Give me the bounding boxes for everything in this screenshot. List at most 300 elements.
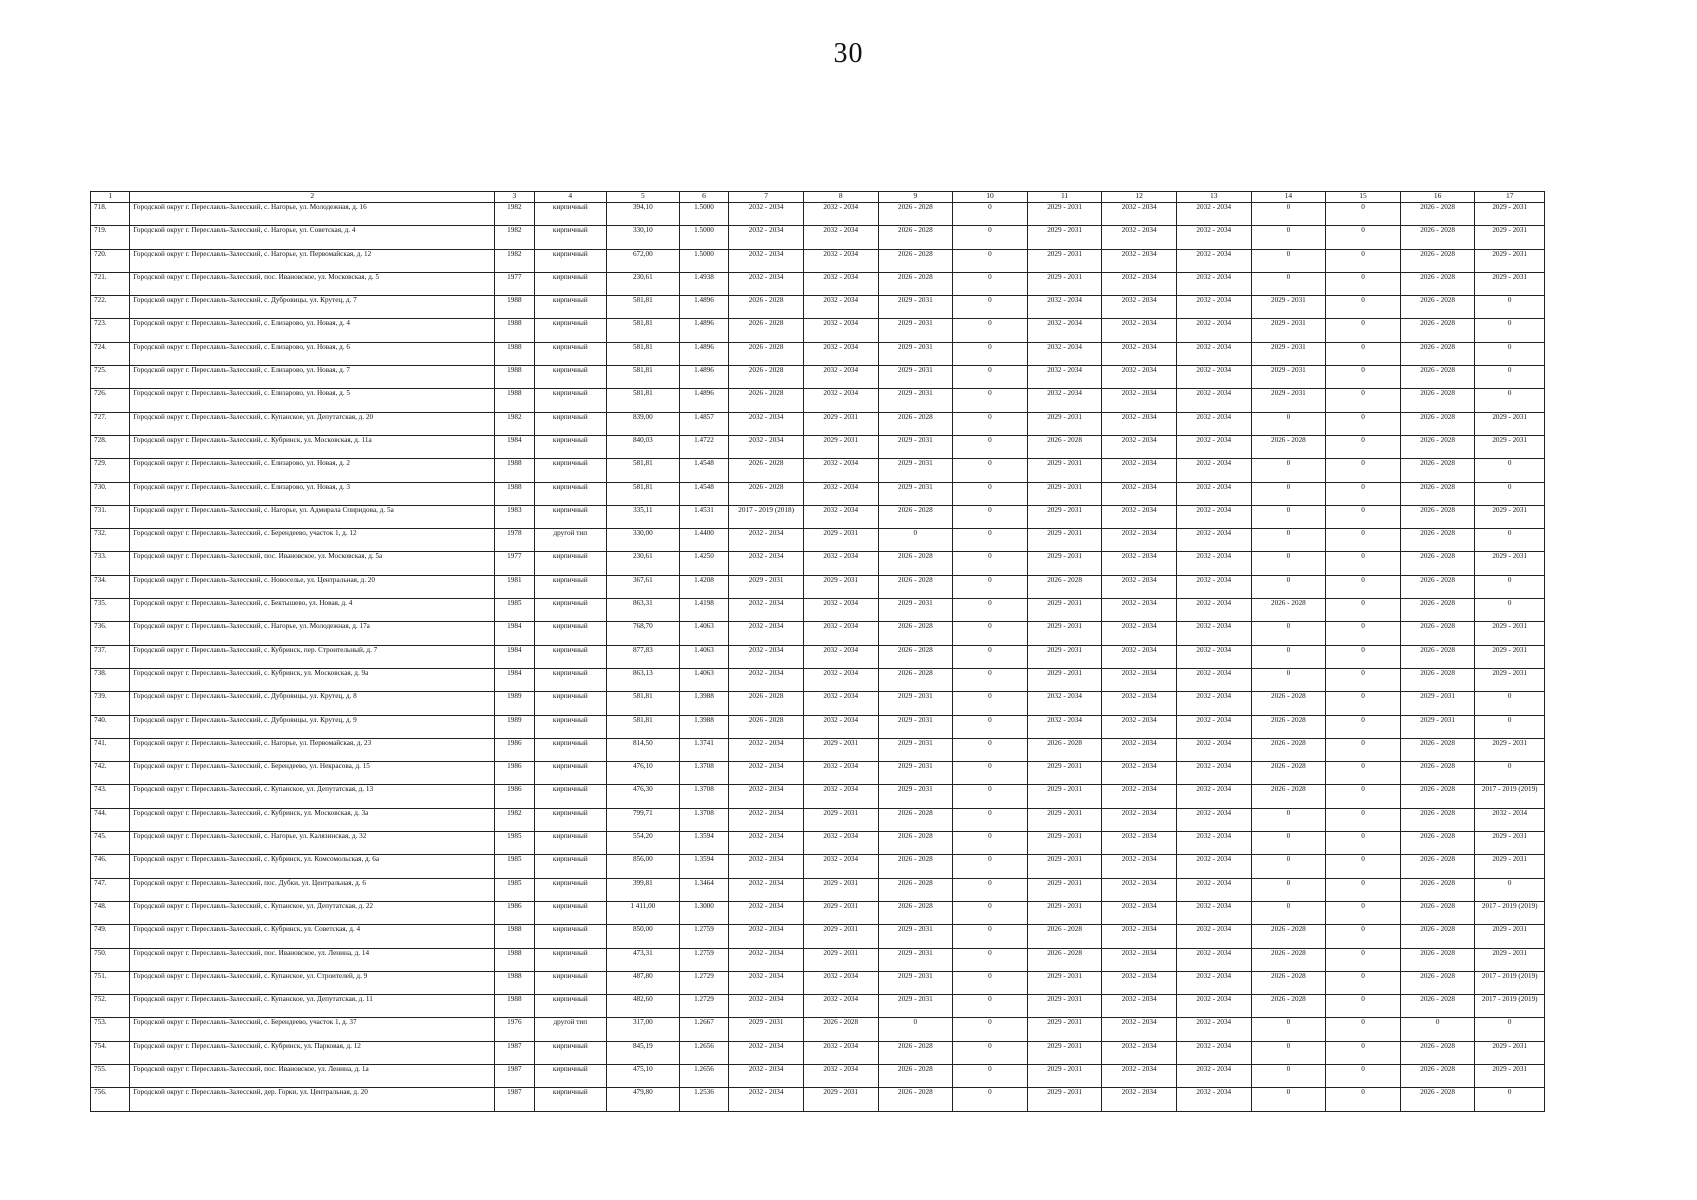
table-cell-col-6: 1.4896 [679,389,729,412]
table-cell-col-15: 0 [1326,622,1401,645]
table-cell-col-17: 0 [1475,296,1545,319]
table-cell-col-9: 2026 - 2028 [878,1041,953,1064]
table-cell-col-8: 2032 - 2034 [803,762,878,785]
table-cell-col-7: 2032 - 2034 [729,1088,804,1111]
table-cell-col-14: 0 [1251,249,1326,272]
table-cell-col-15: 0 [1326,342,1401,365]
table-cell-col-3: 1987 [495,1041,534,1064]
table-cell-col-16: 0 [1400,1018,1475,1041]
table-cell-col-10: 0 [953,203,1028,226]
table-cell-col-8: 2032 - 2034 [803,319,878,342]
table-row [91,738,1545,761]
table-cell-col-12: 2032 - 2034 [1102,1064,1177,1087]
table-cell-col-15: 0 [1326,832,1401,855]
table-cell-col-4: кирпичный [534,226,607,249]
table-cell-col-12: 2032 - 2034 [1102,552,1177,575]
table-cell-col-14: 0 [1251,645,1326,668]
table-cell-col-7: 2032 - 2034 [729,832,804,855]
table-cell-col-13: 2032 - 2034 [1176,622,1251,645]
table-cell-col-12: 2032 - 2034 [1102,715,1177,738]
housing-table-container [90,191,1545,1112]
table-cell-col-13: 2032 - 2034 [1176,925,1251,948]
table-cell-col-17: 2032 - 2034 [1475,808,1545,831]
table-cell-col-12: 2032 - 2034 [1102,482,1177,505]
table-cell-col-1: 755. [91,1064,130,1087]
table-cell-col-15: 0 [1326,738,1401,761]
table-cell-col-13: 2032 - 2034 [1176,203,1251,226]
table-cell-col-9: 2026 - 2028 [878,645,953,668]
table-cell-col-5: 476,10 [607,762,680,785]
table-cell-col-7: 2026 - 2028 [729,319,804,342]
table-cell-col-11: 2029 - 2031 [1027,1088,1102,1111]
table-cell-col-2: Городской округ г. Переславль-Залесский, с. Нагорье, ул. Адмирала Спиридова, д. 5а [130,505,495,528]
table-cell-col-6: 1.3741 [679,738,729,761]
table-cell-col-8: 2032 - 2034 [803,715,878,738]
table-cell-col-16: 2026 - 2028 [1400,1041,1475,1064]
table-cell-col-7: 2032 - 2034 [729,272,804,295]
table-cell-col-15: 0 [1326,319,1401,342]
table-cell-col-11: 2029 - 2031 [1027,971,1102,994]
table-cell-col-11: 2032 - 2034 [1027,715,1102,738]
table-cell-col-15: 0 [1326,459,1401,482]
table-cell-col-16: 2026 - 2028 [1400,412,1475,435]
table-cell-col-12: 2032 - 2034 [1102,412,1177,435]
table-cell-col-10: 0 [953,272,1028,295]
table-cell-col-14: 2026 - 2028 [1251,948,1326,971]
table-cell-col-8: 2032 - 2034 [803,971,878,994]
table-cell-col-7: 2026 - 2028 [729,715,804,738]
table-cell-col-4: кирпичный [534,855,607,878]
table-cell-col-10: 0 [953,832,1028,855]
table-cell-col-1: 746. [91,855,130,878]
table-cell-col-2: Городской округ г. Переславль-Залесский, с. Кубринск, ул. Московская, д. 3а [130,808,495,831]
table-cell-col-13: 2032 - 2034 [1176,389,1251,412]
table-cell-col-2: Городской округ г. Переславль-Залесский, с. Купанское, ул. Депутатская, д. 20 [130,412,495,435]
table-cell-col-6: 1.3708 [679,762,729,785]
table-cell-col-15: 0 [1326,529,1401,552]
table-cell-col-11: 2029 - 2031 [1027,552,1102,575]
table-cell-col-7: 2032 - 2034 [729,412,804,435]
table-row [91,575,1545,598]
table-cell-col-8: 2032 - 2034 [803,855,878,878]
table-cell-col-15: 0 [1326,296,1401,319]
table-cell-col-3: 1988 [495,971,534,994]
table-cell-col-9: 2026 - 2028 [878,1088,953,1111]
table-row [91,808,1545,831]
table-cell-col-7: 2032 - 2034 [729,995,804,1018]
table-cell-col-17: 2029 - 2031 [1475,832,1545,855]
table-row [91,1018,1545,1041]
table-cell-col-8: 2029 - 2031 [803,575,878,598]
table-cell-col-3: 1988 [495,319,534,342]
table-cell-col-16: 2026 - 2028 [1400,925,1475,948]
table-cell-col-12: 2032 - 2034 [1102,529,1177,552]
table-row [91,482,1545,505]
table-cell-col-17: 2029 - 2031 [1475,203,1545,226]
table-cell-col-12: 2032 - 2034 [1102,1018,1177,1041]
table-cell-col-14: 0 [1251,552,1326,575]
table-cell-col-8: 2029 - 2031 [803,948,878,971]
table-cell-col-3: 1986 [495,785,534,808]
table-cell-col-7: 2032 - 2034 [729,249,804,272]
table-cell-col-15: 0 [1326,715,1401,738]
table-cell-col-6: 1.4938 [679,272,729,295]
table-cell-col-3: 1988 [495,342,534,365]
table-cell-col-11: 2026 - 2028 [1027,435,1102,458]
table-cell-col-11: 2029 - 2031 [1027,203,1102,226]
table-cell-col-4: кирпичный [534,342,607,365]
table-cell-col-13: 2032 - 2034 [1176,995,1251,1018]
table-cell-col-5: 479,80 [607,1088,680,1111]
table-cell-col-4: кирпичный [534,296,607,319]
table-cell-col-6: 1.3988 [679,715,729,738]
table-cell-col-8: 2032 - 2034 [803,203,878,226]
table-cell-col-1: 752. [91,995,130,1018]
table-cell-col-5: 394,10 [607,203,680,226]
table-cell-col-2: Городской округ г. Переславль-Залесский, с. Кубринск, ул. Московская, д. 9а [130,668,495,691]
table-cell-col-13: 2032 - 2034 [1176,832,1251,855]
table-cell-col-8: 2026 - 2028 [803,1018,878,1041]
table-cell-col-5: 845,19 [607,1041,680,1064]
table-cell-col-6: 1.4400 [679,529,729,552]
table-cell-col-11: 2029 - 2031 [1027,412,1102,435]
table-cell-col-14: 2029 - 2031 [1251,342,1326,365]
table-cell-col-13: 2032 - 2034 [1176,249,1251,272]
table-cell-col-17: 0 [1475,575,1545,598]
table-cell-col-7: 2032 - 2034 [729,552,804,575]
table-cell-col-17: 2017 - 2019 (2019) [1475,785,1545,808]
table-cell-col-16: 2026 - 2028 [1400,1064,1475,1087]
table-cell-col-2: Городской округ г. Переславль-Залесский, с. Нагорье, ул. Молодежная, д. 16 [130,203,495,226]
table-cell-col-16: 2026 - 2028 [1400,366,1475,389]
table-cell-col-1: 729. [91,459,130,482]
table-cell-col-8: 2029 - 2031 [803,925,878,948]
table-cell-col-10: 0 [953,435,1028,458]
table-row [91,692,1545,715]
table-cell-col-16: 2026 - 2028 [1400,226,1475,249]
table-cell-col-1: 754. [91,1041,130,1064]
table-cell-col-11: 2032 - 2034 [1027,296,1102,319]
table-cell-col-7: 2026 - 2028 [729,296,804,319]
table-cell-col-12: 2032 - 2034 [1102,948,1177,971]
table-cell-col-2: Городской округ г. Переславль-Залесский, пос. Дубки, ул. Центральная, д. 6 [130,878,495,901]
table-cell-col-2: Городской округ г. Переславль-Залесский, с. Нагорье, ул. Советская, д. 4 [130,226,495,249]
table-cell-col-16: 2026 - 2028 [1400,203,1475,226]
table-cell-col-10: 0 [953,645,1028,668]
table-cell-col-7: 2032 - 2034 [729,738,804,761]
table-cell-col-4: кирпичный [534,482,607,505]
table-cell-col-3: 1985 [495,878,534,901]
table-cell-col-12: 2032 - 2034 [1102,622,1177,645]
table-cell-col-16: 2026 - 2028 [1400,785,1475,808]
table-cell-col-11: 2029 - 2031 [1027,668,1102,691]
table-cell-col-6: 1.2729 [679,971,729,994]
table-cell-col-5: 768,70 [607,622,680,645]
table-cell-col-12: 2032 - 2034 [1102,925,1177,948]
table-cell-col-6: 1.4896 [679,319,729,342]
table-cell-col-14: 0 [1251,1018,1326,1041]
table-body [91,203,1545,1112]
table-cell-col-6: 1.4250 [679,552,729,575]
table-cell-col-13: 2032 - 2034 [1176,1064,1251,1087]
table-cell-col-9: 2026 - 2028 [878,855,953,878]
table-cell-col-1: 743. [91,785,130,808]
table-cell-col-5: 330,00 [607,529,680,552]
table-cell-col-13: 2032 - 2034 [1176,762,1251,785]
table-cell-col-11: 2029 - 2031 [1027,459,1102,482]
table-cell-col-4: кирпичный [534,1041,607,1064]
table-cell-col-17: 2029 - 2031 [1475,668,1545,691]
table-cell-col-16: 2026 - 2028 [1400,762,1475,785]
table-row [91,995,1545,1018]
table-cell-col-3: 1988 [495,296,534,319]
table-cell-col-4: кирпичный [534,389,607,412]
table-cell-col-16: 2026 - 2028 [1400,832,1475,855]
table-cell-col-2: Городской округ г. Переславль-Залесский, с. Берендеево, ул. Некрасова, д. 15 [130,762,495,785]
table-cell-col-17: 2029 - 2031 [1475,1041,1545,1064]
table-cell-col-4: кирпичный [534,832,607,855]
table-cell-col-10: 0 [953,552,1028,575]
table-cell-col-10: 0 [953,1064,1028,1087]
table-cell-col-9: 2029 - 2031 [878,738,953,761]
table-cell-col-14: 0 [1251,412,1326,435]
table-cell-col-1: 738. [91,668,130,691]
table-cell-col-10: 0 [953,1018,1028,1041]
table-cell-col-14: 0 [1251,529,1326,552]
table-cell-col-9: 2029 - 2031 [878,319,953,342]
table-cell-col-14: 0 [1251,226,1326,249]
table-cell-col-12: 2032 - 2034 [1102,855,1177,878]
table-cell-col-1: 720. [91,249,130,272]
table-cell-col-11: 2029 - 2031 [1027,1041,1102,1064]
table-cell-col-8: 2032 - 2034 [803,552,878,575]
table-cell-col-11: 2029 - 2031 [1027,878,1102,901]
table-cell-col-3: 1988 [495,389,534,412]
table-cell-col-13: 2032 - 2034 [1176,435,1251,458]
table-cell-col-8: 2029 - 2031 [803,738,878,761]
table-cell-col-15: 0 [1326,1088,1401,1111]
table-cell-col-7: 2032 - 2034 [729,948,804,971]
table-cell-col-16: 2026 - 2028 [1400,389,1475,412]
table-cell-col-13: 2032 - 2034 [1176,668,1251,691]
table-cell-col-11: 2029 - 2031 [1027,226,1102,249]
table-cell-col-16: 2026 - 2028 [1400,529,1475,552]
table-cell-col-17: 0 [1475,482,1545,505]
table-cell-col-2: Городской округ г. Переславль-Залесский, пос. Ивановское, ул. Московская, д. 5 [130,272,495,295]
table-cell-col-11: 2029 - 2031 [1027,785,1102,808]
table-cell-col-1: 744. [91,808,130,831]
table-cell-col-1: 726. [91,389,130,412]
column-header-4: 4 [534,192,607,203]
table-cell-col-15: 0 [1326,552,1401,575]
table-cell-col-14: 2029 - 2031 [1251,319,1326,342]
table-cell-col-5: 473,31 [607,948,680,971]
table-cell-col-11: 2029 - 2031 [1027,995,1102,1018]
table-cell-col-13: 2032 - 2034 [1176,319,1251,342]
table-cell-col-16: 2026 - 2028 [1400,296,1475,319]
table-cell-col-16: 2026 - 2028 [1400,878,1475,901]
table-cell-col-12: 2032 - 2034 [1102,645,1177,668]
table-cell-col-2: Городской округ г. Переславль-Залесский, с. Нагорье, ул. Молодежная, д. 17а [130,622,495,645]
table-cell-col-4: кирпичный [534,715,607,738]
table-row [91,249,1545,272]
table-cell-col-4: кирпичный [534,925,607,948]
table-cell-col-2: Городской округ г. Переславль-Залесский, с. Купанское, ул. Депутатская, д. 22 [130,901,495,924]
table-cell-col-16: 2026 - 2028 [1400,435,1475,458]
column-header-3: 3 [495,192,534,203]
table-cell-col-15: 0 [1326,599,1401,622]
table-cell-col-1: 731. [91,505,130,528]
table-cell-col-17: 2029 - 2031 [1475,948,1545,971]
table-cell-col-1: 728. [91,435,130,458]
table-cell-col-14: 2029 - 2031 [1251,296,1326,319]
table-cell-col-16: 2026 - 2028 [1400,552,1475,575]
table-cell-col-1: 719. [91,226,130,249]
table-cell-col-16: 2026 - 2028 [1400,971,1475,994]
table-cell-col-9: 2026 - 2028 [878,832,953,855]
table-cell-col-5: 367,61 [607,575,680,598]
table-cell-col-1: 737. [91,645,130,668]
table-cell-col-14: 2026 - 2028 [1251,762,1326,785]
table-cell-col-4: кирпичный [534,668,607,691]
table-cell-col-10: 0 [953,505,1028,528]
table-cell-col-13: 2032 - 2034 [1176,692,1251,715]
table-cell-col-12: 2032 - 2034 [1102,808,1177,831]
table-cell-col-17: 0 [1475,692,1545,715]
table-cell-col-6: 1.3594 [679,855,729,878]
table-cell-col-12: 2032 - 2034 [1102,366,1177,389]
table-cell-col-9: 2029 - 2031 [878,692,953,715]
table-cell-col-17: 2029 - 2031 [1475,622,1545,645]
table-cell-col-10: 0 [953,1088,1028,1111]
table-cell-col-3: 1984 [495,622,534,645]
table-cell-col-16: 2026 - 2028 [1400,599,1475,622]
table-cell-col-7: 2026 - 2028 [729,692,804,715]
table-cell-col-12: 2032 - 2034 [1102,226,1177,249]
table-cell-col-17: 2029 - 2031 [1475,249,1545,272]
table-cell-col-5: 230,61 [607,552,680,575]
table-cell-col-3: 1982 [495,249,534,272]
table-cell-col-6: 1.4548 [679,459,729,482]
table-cell-col-5: 850,00 [607,925,680,948]
table-cell-col-9: 2029 - 2031 [878,435,953,458]
table-cell-col-11: 2026 - 2028 [1027,948,1102,971]
table-cell-col-13: 2032 - 2034 [1176,272,1251,295]
table-cell-col-1: 730. [91,482,130,505]
table-cell-col-7: 2032 - 2034 [729,203,804,226]
table-cell-col-13: 2032 - 2034 [1176,226,1251,249]
table-cell-col-17: 2017 - 2019 (2019) [1475,995,1545,1018]
table-cell-col-10: 0 [953,529,1028,552]
table-cell-col-15: 0 [1326,645,1401,668]
table-cell-col-15: 0 [1326,1041,1401,1064]
table-cell-col-2: Городской округ г. Переславль-Залесский, с. Кубринск, ул. Комсомольская, д. 6а [130,855,495,878]
table-cell-col-4: кирпичный [534,366,607,389]
table-row [91,1088,1545,1111]
table-cell-col-3: 1976 [495,1018,534,1041]
table-cell-col-15: 0 [1326,971,1401,994]
table-cell-col-7: 2032 - 2034 [729,762,804,785]
table-cell-col-17: 2029 - 2031 [1475,738,1545,761]
table-cell-col-6: 1.2536 [679,1088,729,1111]
table-cell-col-14: 0 [1251,272,1326,295]
column-header-9: 9 [878,192,953,203]
table-cell-col-2: Городской округ г. Переславль-Залесский, с. Нагорье, ул. Первомайская, д. 12 [130,249,495,272]
table-cell-col-4: кирпичный [534,948,607,971]
table-cell-col-3: 1988 [495,482,534,505]
table-cell-col-2: Городской округ г. Переславль-Залесский, с. Елизарово, ул. Новая, д. 4 [130,319,495,342]
table-cell-col-6: 1.3594 [679,832,729,855]
table-cell-col-10: 0 [953,459,1028,482]
table-cell-col-11: 2032 - 2034 [1027,366,1102,389]
table-cell-col-9: 2026 - 2028 [878,575,953,598]
table-cell-col-13: 2032 - 2034 [1176,575,1251,598]
table-cell-col-3: 1987 [495,1088,534,1111]
table-cell-col-12: 2032 - 2034 [1102,762,1177,785]
table-cell-col-3: 1977 [495,552,534,575]
table-cell-col-9: 2029 - 2031 [878,995,953,1018]
table-cell-col-17: 2017 - 2019 (2019) [1475,971,1545,994]
table-row [91,855,1545,878]
table-cell-col-10: 0 [953,319,1028,342]
table-cell-col-8: 2032 - 2034 [803,1064,878,1087]
table-cell-col-17: 0 [1475,715,1545,738]
table-row [91,832,1545,855]
table-cell-col-1: 750. [91,948,130,971]
table-cell-col-8: 2029 - 2031 [803,1088,878,1111]
table-cell-col-9: 2026 - 2028 [878,808,953,831]
table-cell-col-5: 399,81 [607,878,680,901]
table-cell-col-16: 2026 - 2028 [1400,342,1475,365]
table-cell-col-7: 2029 - 2031 [729,575,804,598]
table-row [91,715,1545,738]
table-cell-col-8: 2032 - 2034 [803,389,878,412]
table-cell-col-9: 2029 - 2031 [878,389,953,412]
table-cell-col-15: 0 [1326,1064,1401,1087]
table-cell-col-12: 2032 - 2034 [1102,459,1177,482]
table-cell-col-16: 2026 - 2028 [1400,1088,1475,1111]
table-cell-col-6: 1.5000 [679,203,729,226]
table-cell-col-2: Городской округ г. Переславль-Залесский, с. Кубринск, ул. Советская, д. 4 [130,925,495,948]
table-cell-col-15: 0 [1326,575,1401,598]
table-cell-col-1: 733. [91,552,130,575]
table-cell-col-2: Городской округ г. Переславль-Залесский, с. Нагорье, ул. Первомайская, д. 23 [130,738,495,761]
table-cell-col-12: 2032 - 2034 [1102,296,1177,319]
table-cell-col-13: 2032 - 2034 [1176,1041,1251,1064]
table-cell-col-12: 2032 - 2034 [1102,249,1177,272]
table-cell-col-8: 2032 - 2034 [803,668,878,691]
table-cell-col-1: 734. [91,575,130,598]
table-cell-col-4: кирпичный [534,459,607,482]
table-cell-col-17: 2029 - 2031 [1475,925,1545,948]
table-cell-col-8: 2032 - 2034 [803,272,878,295]
table-cell-col-2: Городской округ г. Переславль-Залесский, с. Бектышево, ул. Новая, д. 4 [130,599,495,622]
table-cell-col-4: кирпичный [534,738,607,761]
table-cell-col-15: 0 [1326,389,1401,412]
table-cell-col-7: 2026 - 2028 [729,459,804,482]
housing-table [90,191,1545,1112]
table-cell-col-8: 2029 - 2031 [803,901,878,924]
table-cell-col-14: 0 [1251,1088,1326,1111]
table-cell-col-13: 2032 - 2034 [1176,645,1251,668]
table-cell-col-9: 2026 - 2028 [878,272,953,295]
table-cell-col-17: 2029 - 2031 [1475,435,1545,458]
table-cell-col-14: 0 [1251,832,1326,855]
table-cell-col-10: 0 [953,342,1028,365]
table-cell-col-7: 2032 - 2034 [729,645,804,668]
table-row [91,412,1545,435]
table-cell-col-12: 2032 - 2034 [1102,832,1177,855]
